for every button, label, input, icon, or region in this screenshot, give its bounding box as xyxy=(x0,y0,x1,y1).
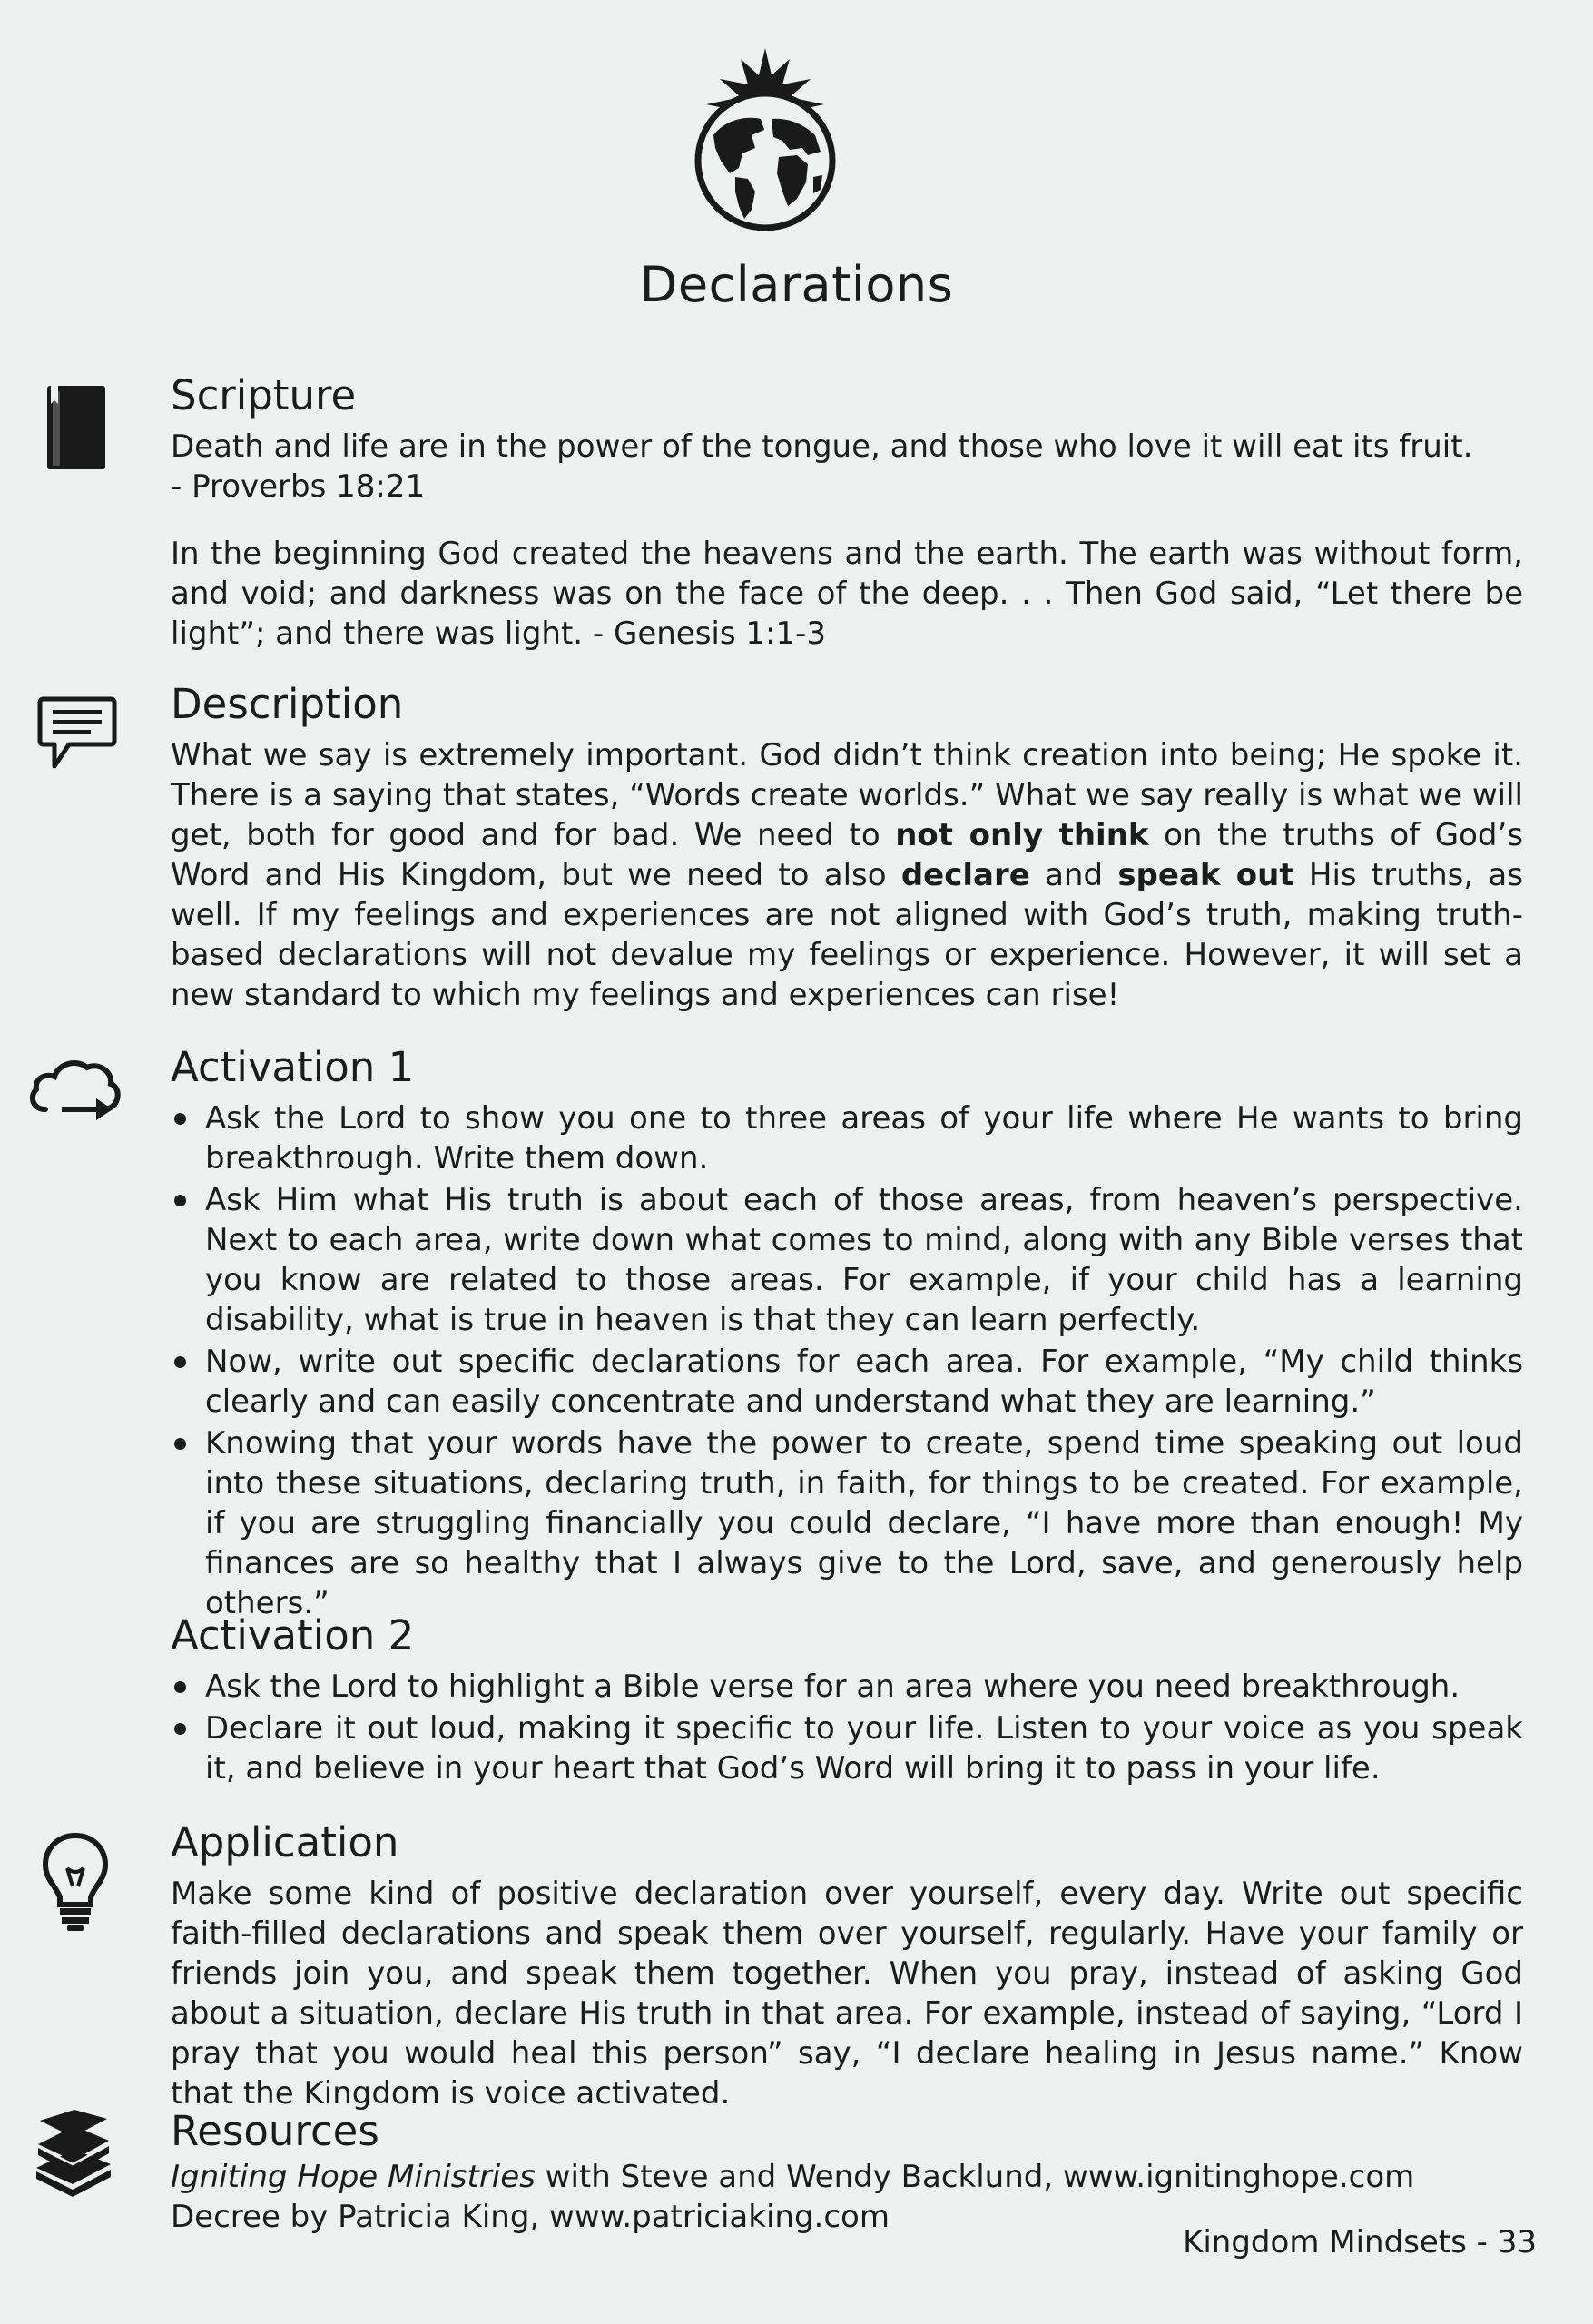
resource-line-1: Igniting Hope Ministries with Steve and Wendy Backlund, www.ignitinghope.com xyxy=(171,2159,1415,2195)
activation-1-heading: Activation 1 xyxy=(171,1043,415,1091)
globe-icon xyxy=(688,41,842,236)
cloud-arrow-icon xyxy=(25,1053,123,1126)
scripture-verse-1: Death and life are in the power of the tongue, and those who love it will eat its fruit. xyxy=(171,428,1473,465)
list-item: Knowing that your words have the power to create, spend time speaking out loud into these situations, declaring truth, in faith, for things to be created. For example, if you are struggling financially you could declare, “I have more than enough! My finances are so healthy that I always give to the Lord, save, and generously help others.” xyxy=(171,1423,1523,1623)
book-icon xyxy=(44,384,109,471)
application-text: Make some kind of positive declaration over yourself, every day. Write out specific faith-filled declarations and speak them over yourself, regularly. Have your family or friends join you, and speak them together. When you pray, instead of asking God about a situation, declare His truth in that area. For example, instead of saying, “Lord I pray that you would heal this person” say, “I declare healing in Jesus name.” Know that the Kingdom is voice activated. xyxy=(171,1876,1523,2112)
footer-book-title: Kingdom Mindsets - xyxy=(1183,2224,1488,2260)
scripture-verse-2: In the beginning God created the heavens and the earth. The earth was without form, and void; and darkness was on the face of the deep. . . Then God said, “Let there be light”; and there was light. - Genesis 1:1-3 xyxy=(171,536,1523,652)
list-item: Ask Him what His truth is about each of those areas, from heaven’s perspective. Next to each area, write down what comes to mind, along with any Bible verses that you know are related to those areas. For example, if your child has a learning disability, what is true in heaven is that they can learn perfectly. xyxy=(171,1180,1523,1340)
scripture-section xyxy=(171,370,1523,654)
description-text: What we say is extremely important. God didn’t think creation into being; He spoke it. There is a saying that states, “Words create worlds.” What we say really is what we will get, both for good and for bad. We need to not only think on the truths of God’s Word and His Kingdom, but we need to also declare and speak out His truths, as well. If my feelings and experiences are not aligned with God’s truth, making truth-based declarations will not devalue my feelings or experience. However, it will set a new standard to which my feelings and experiences can rise! xyxy=(171,737,1523,1013)
activation-1-section xyxy=(171,1042,1523,1625)
application-heading: Application xyxy=(171,1818,399,1866)
page-title: Declarations xyxy=(639,256,954,313)
page-footer xyxy=(1183,2224,1537,2260)
activation-2-heading: Activation 2 xyxy=(171,1611,415,1659)
bold-declare: declare xyxy=(900,857,1030,893)
resource-line-2: Decree by Patricia King, www.patriciaking.com xyxy=(171,2199,890,2235)
scripture-heading: Scripture xyxy=(171,371,357,419)
list-item: Now, write out specific declarations for each area. For example, “My child thinks clearly and can easily concentrate and understand what they are learning.” xyxy=(171,1342,1523,1422)
bold-speak-out: speak out xyxy=(1117,857,1294,893)
resource-ministry-name: Igniting Hope Ministries xyxy=(171,2159,536,2195)
page-number: 33 xyxy=(1497,2224,1537,2260)
list-item: Ask the Lord to highlight a Bible verse for an area where you need breakthrough. xyxy=(171,1667,1523,1707)
list-item: Declare it out loud, making it specific to your life. Listen to your voice as you speak it, and believe in your heart that God’s Word will bring it to pass in your life. xyxy=(171,1709,1523,1788)
list-item: Ask the Lord to show you one to three areas of your life where He wants to bring breakthrough. Write them down. xyxy=(171,1098,1523,1178)
lightbulb-icon xyxy=(40,1830,111,1932)
resources-heading: Resources xyxy=(171,2107,379,2155)
application-section xyxy=(171,1817,1523,2113)
activation-2-section xyxy=(171,1610,1523,1790)
description-section xyxy=(171,679,1523,1015)
books-icon xyxy=(31,2108,114,2199)
description-heading: Description xyxy=(171,680,404,728)
bold-not-only-think: not only think xyxy=(895,817,1149,853)
speech-bubble-icon xyxy=(36,694,118,775)
scripture-reference-1: - Proverbs 18:21 xyxy=(171,468,426,505)
resources-section xyxy=(171,2106,1523,2237)
